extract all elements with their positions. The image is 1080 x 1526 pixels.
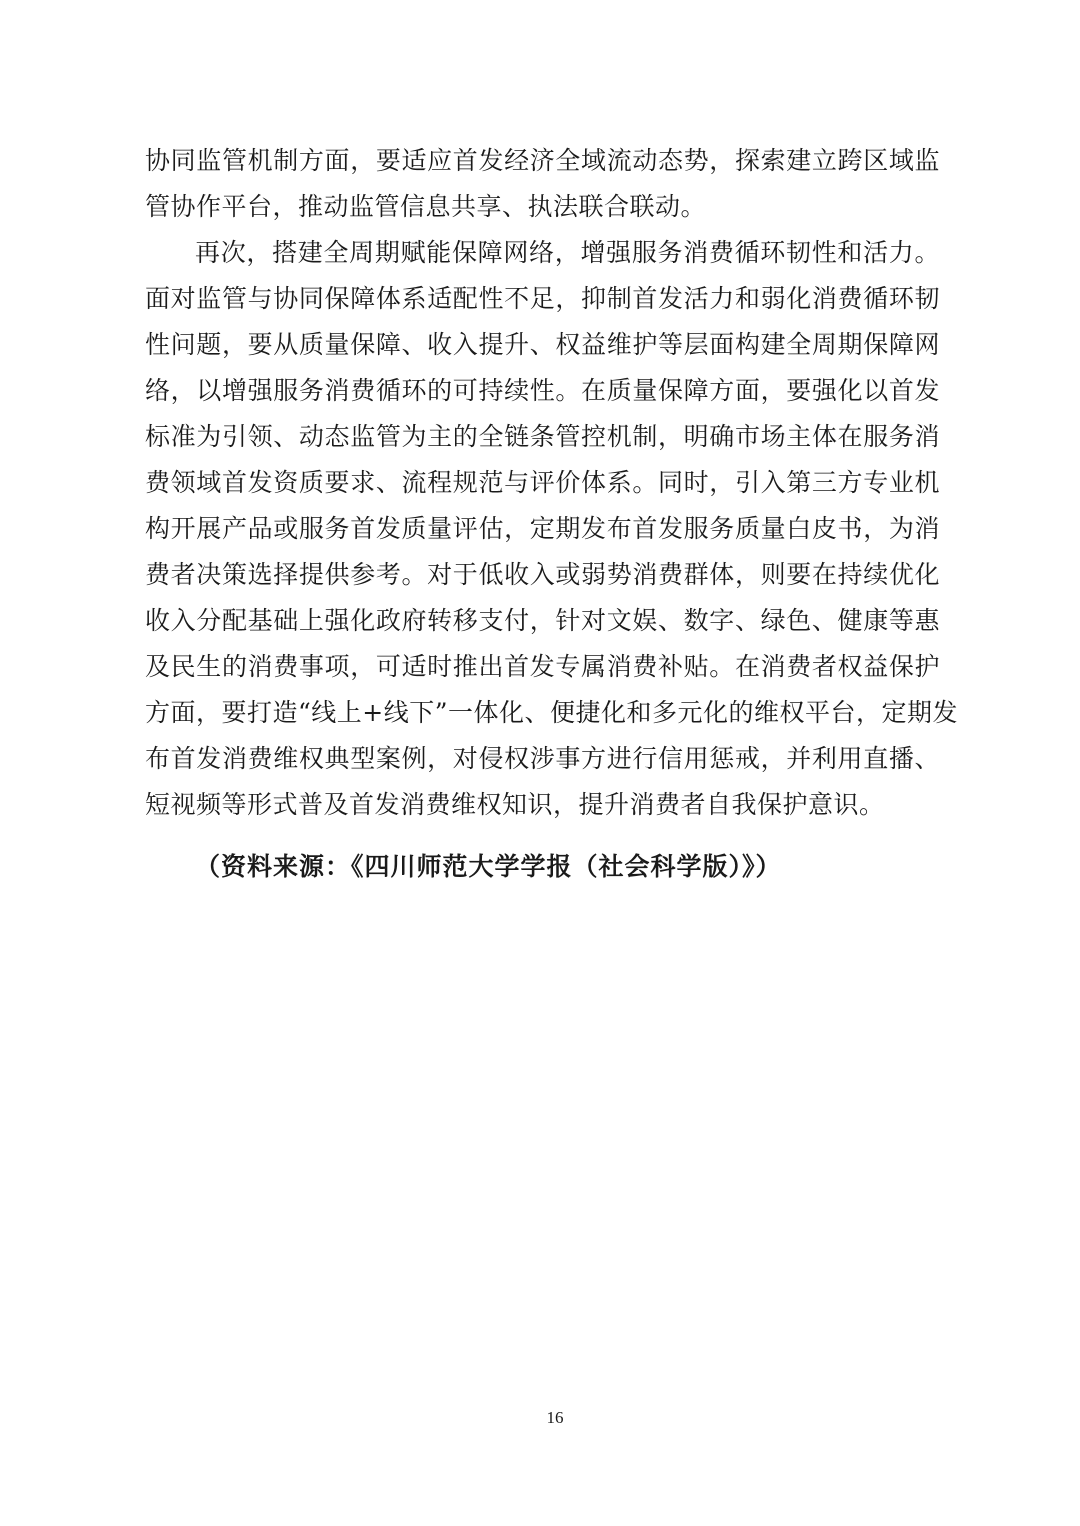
text-line: 再次，搭建全周期赋能保障网络，增强服务消费循环韧性和活力。 [195, 238, 940, 267]
paragraph-2 [145, 230, 959, 828]
text-line: 费领域首发资质要求、流程规范与评价体系。同时，引入第三方专业机 [145, 468, 940, 497]
text-line: 费者决策选择提供参考。对于低收入或弱势消费群体，则要在持续优化 [145, 560, 940, 589]
text-line: 布首发消费维权典型案例，对侵权涉事方进行信用惩戒，并利用直播、 [145, 744, 940, 773]
text-line: 性问题，要从质量保障、收入提升、权益维护等层面构建全周期保障网 [145, 330, 940, 359]
text-line: 协同监管机制方面，要适应首发经济全域流动态势，探索建立跨区域监 [145, 146, 940, 175]
text-line: 收入分配基础上强化政府转移支付，针对文娱、数字、绿色、健康等惠 [145, 606, 940, 635]
source-citation: （资料来源：《四川师范大学学报（社会科学版）》） [195, 852, 782, 881]
text-line: 面对监管与协同保障体系适配性不足，抑制首发活力和弱化消费循环韧 [145, 284, 940, 313]
text-line: 短视频等形式普及首发消费维权知识，提升消费者自我保护意识。 [145, 790, 885, 819]
page-number: 16 [546, 1408, 564, 1427]
text-line: 方面，要打造“线上+线下”一体化、便捷化和多元化的维权平台，定期发 [145, 698, 959, 727]
body-text [145, 138, 959, 828]
text-line: 标准为引领、动态监管为主的全链条管控机制，明确市场主体在服务消 [145, 422, 940, 451]
paragraph-1 [145, 138, 940, 230]
text-line: 及民生的消费事项，可适时推出首发专属消费补贴。在消费者权益保护 [145, 652, 940, 681]
text-line: 构开展产品或服务首发质量评估，定期发布首发服务质量白皮书，为消 [145, 514, 940, 543]
text-line: 管协作平台，推动监管信息共享、执法联合联动。 [145, 192, 707, 221]
text-line: 络，以增强服务消费循环的可持续性。在质量保障方面，要强化以首发 [145, 376, 940, 405]
